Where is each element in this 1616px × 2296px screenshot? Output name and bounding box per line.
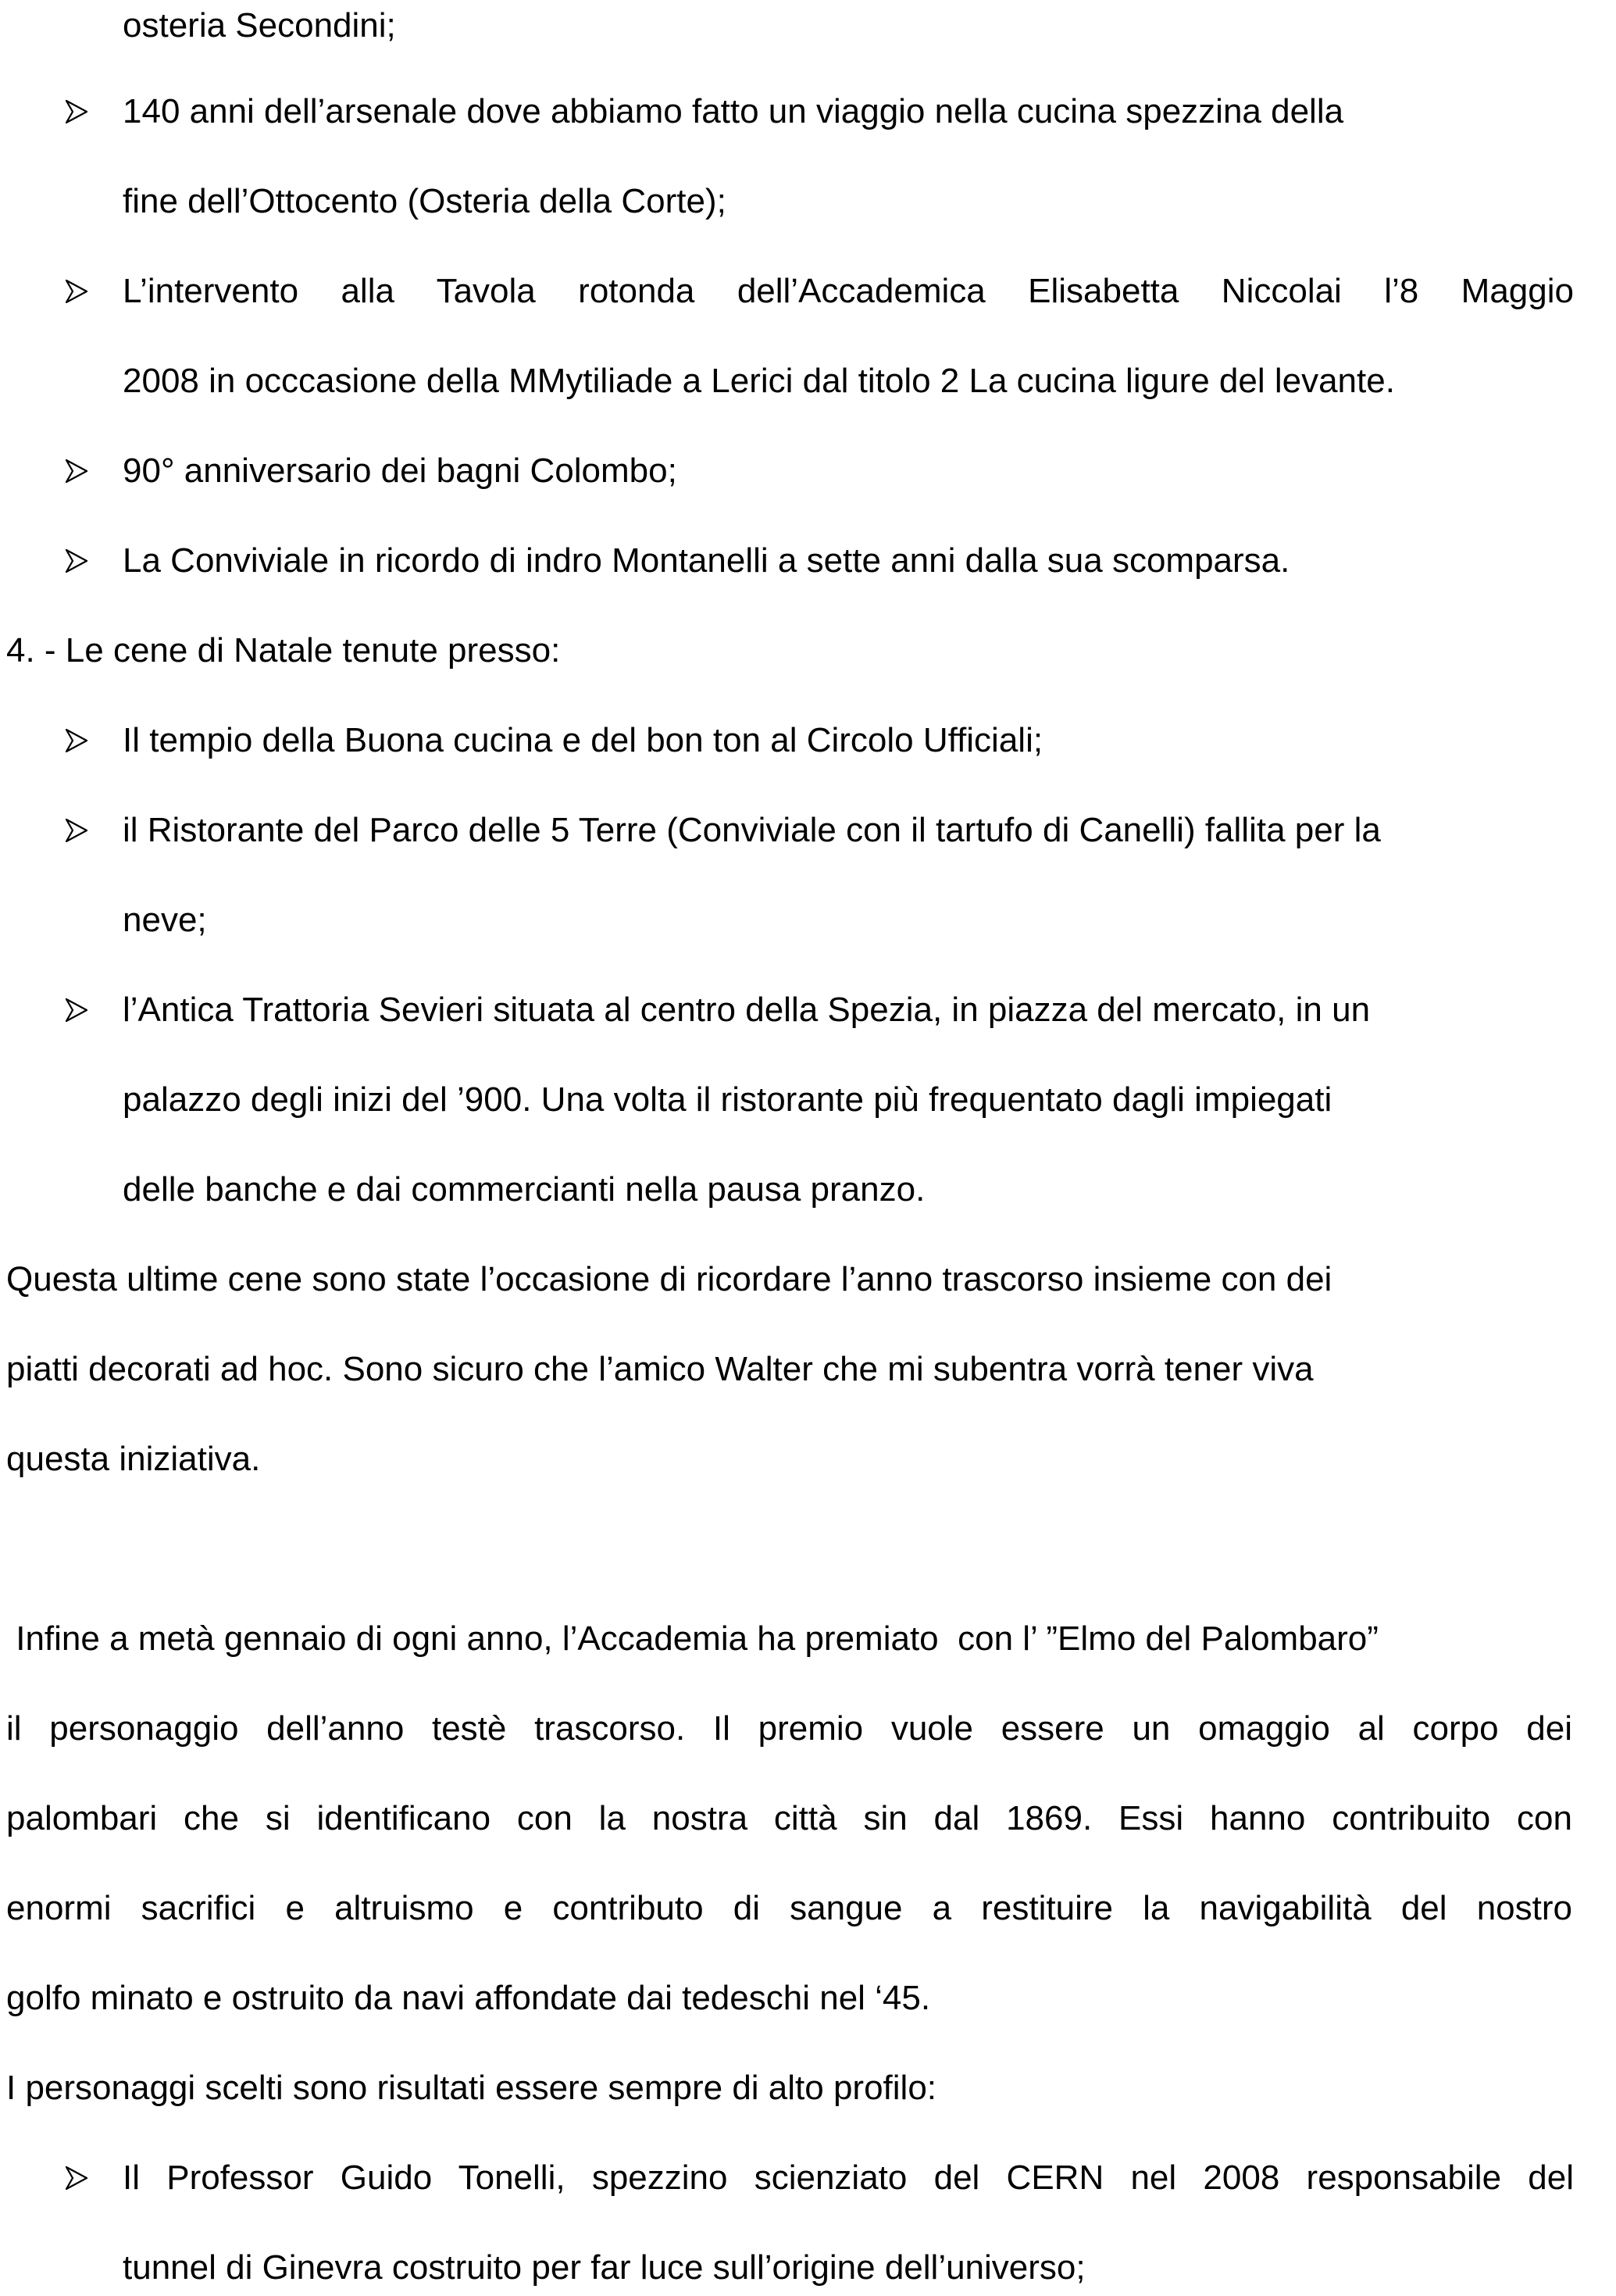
arrowhead-bullet-icon bbox=[66, 719, 97, 762]
paragraph-line: palombari che si identificano con la nostra città sin dal 1869. Essi hanno contribuito con bbox=[6, 1799, 1572, 1837]
text-line: delle banche e dai commercianti nella pausa pranzo. bbox=[123, 1170, 926, 1209]
bullet-text-line: Il Professor Guido Tonelli, spezzino scienziato del CERN nel 2008 responsabile del bbox=[123, 2159, 1574, 2197]
text-line: palazzo degli inizi del ’900. Una volta il ristorante più frequentato dagli impiegati bbox=[123, 1080, 1332, 1119]
arrowhead-bullet-icon bbox=[66, 90, 97, 134]
arrowhead-bullet-icon bbox=[66, 809, 97, 852]
text-line: tunnel di Ginevra costruito per far luce sull’origine dell’universo; bbox=[123, 2248, 1086, 2287]
bullet-text-line: il Ristorante del Parco delle 5 Terre (Conviviale con il tartufo di Canelli) fallita per la bbox=[123, 811, 1381, 849]
arrowhead-bullet-icon bbox=[66, 449, 97, 493]
paragraph-line: il personaggio dell’anno testè trascorso. Il premio vuole essere un omaggio al corpo dei bbox=[6, 1709, 1572, 1748]
text-line: osteria Secondini; bbox=[123, 6, 396, 45]
text-line: fine dell’Ottocento (Osteria della Corte); bbox=[123, 182, 726, 220]
arrowhead-bullet-icon bbox=[66, 988, 97, 1032]
bullet-text-line: Il tempio della Buona cucina e del bon ton al Circolo Ufficiali; bbox=[123, 721, 1043, 759]
arrowhead-bullet-icon bbox=[66, 2156, 97, 2200]
arrowhead-bullet-icon bbox=[66, 539, 97, 583]
paragraph-line: I personaggi scelti sono risultati essere sempre di alto profilo: bbox=[6, 2069, 937, 2107]
paragraph-line: golfo minato e ostruito da navi affondate dai tedeschi nel ‘45. bbox=[6, 1979, 931, 2017]
bullet-text-line: 90° anniversario dei bagni Colombo; bbox=[123, 452, 677, 490]
paragraph-line: Infine a metà gennaio di ogni anno, l’Accademia ha premiato con l’ ”Elmo del Palombaro” bbox=[6, 1619, 1379, 1658]
section-heading: 4. - Le cene di Natale tenute presso: bbox=[6, 631, 561, 670]
paragraph-line: Questa ultime cene sono state l’occasione di ricordare l’anno trascorso insieme con dei bbox=[6, 1260, 1332, 1298]
arrowhead-bullet-icon bbox=[66, 270, 97, 313]
text-line: neve; bbox=[123, 901, 207, 939]
paragraph-line: enormi sacrifici e altruismo e contributo di sangue a restituire la navigabilità del nostro bbox=[6, 1889, 1572, 1927]
bullet-text-line: La Conviviale in ricordo di indro Montanelli a sette anni dalla sua scomparsa. bbox=[123, 541, 1290, 580]
bullet-text-line: L’intervento alla Tavola rotonda dell’Accademica Elisabetta Niccolai l’8 Maggio bbox=[123, 272, 1574, 310]
paragraph-line: piatti decorati ad hoc. Sono sicuro che l’amico Walter che mi subentra vorrà tener viva bbox=[6, 1350, 1314, 1388]
paragraph-line: questa iniziativa. bbox=[6, 1440, 261, 1478]
text-line: 2008 in occcasione della MMytiliade a Lerici dal titolo 2 La cucina ligure del levante. bbox=[123, 362, 1395, 400]
bullet-text-line: l’Antica Trattoria Sevieri situata al centro della Spezia, in piazza del mercato, in un bbox=[123, 991, 1371, 1029]
bullet-text-line: 140 anni dell’arsenale dove abbiamo fatto un viaggio nella cucina spezzina della bbox=[123, 92, 1344, 130]
